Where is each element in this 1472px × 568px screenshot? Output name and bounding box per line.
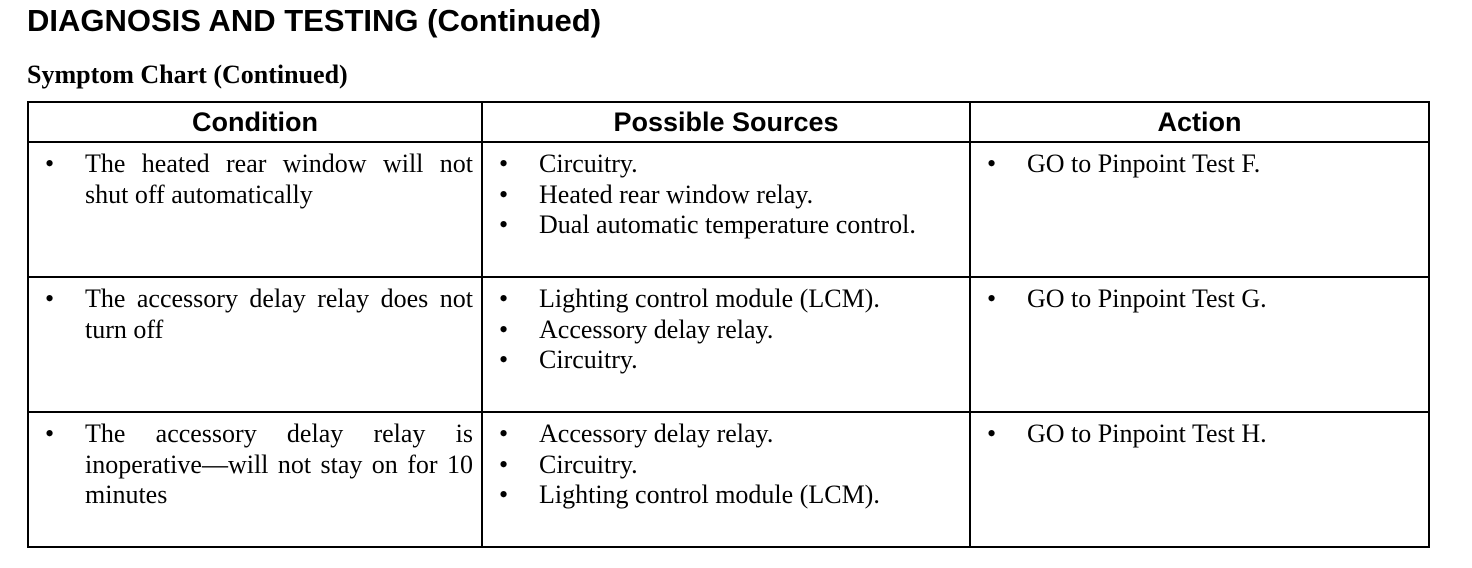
action-text: • GO to Pinpoint Test H. <box>977 419 1420 450</box>
source-item: • Dual automatic temperature control. <box>489 210 961 241</box>
action-text: • GO to Pinpoint Test G. <box>977 284 1420 315</box>
table-row <box>28 277 1429 412</box>
table-row <box>28 142 1429 277</box>
source-item: • Circuitry. <box>489 450 961 481</box>
sources-cell <box>482 142 970 277</box>
page-title: DIAGNOSIS AND TESTING (Continued) <box>27 3 602 38</box>
source-item: • Lighting control module (LCM). <box>489 480 961 511</box>
action-cell <box>970 277 1429 412</box>
column-header-possible-sources: Possible Sources <box>482 102 970 142</box>
table-header-row <box>28 102 1429 142</box>
column-header-condition: Condition <box>28 102 482 142</box>
condition-cell <box>28 277 482 412</box>
source-item: • Accessory delay relay. <box>489 315 961 346</box>
condition-text: • The accessory delay relay does not turn off <box>35 284 473 345</box>
action-text: • GO to Pinpoint Test F. <box>977 149 1420 180</box>
chart-title: Symptom Chart (Continued) <box>27 60 348 89</box>
table-row <box>28 412 1429 547</box>
sources-cell <box>482 277 970 412</box>
condition-text: • The accessory delay relay is inoperative—will not stay on for 10 minutes <box>35 419 473 511</box>
column-header-action: Action <box>970 102 1429 142</box>
condition-cell <box>28 412 482 547</box>
sources-cell <box>482 412 970 547</box>
source-item: • Circuitry. <box>489 149 961 180</box>
condition-cell <box>28 142 482 277</box>
source-item: • Lighting control module (LCM). <box>489 284 961 315</box>
action-cell <box>970 412 1429 547</box>
condition-text: • The heated rear window will not shut off automatically <box>35 149 473 210</box>
symptom-table <box>27 101 1430 548</box>
source-item: • Heated rear window relay. <box>489 180 961 211</box>
source-item: • Accessory delay relay. <box>489 419 961 450</box>
source-item: • Circuitry. <box>489 345 961 376</box>
action-cell <box>970 142 1429 277</box>
